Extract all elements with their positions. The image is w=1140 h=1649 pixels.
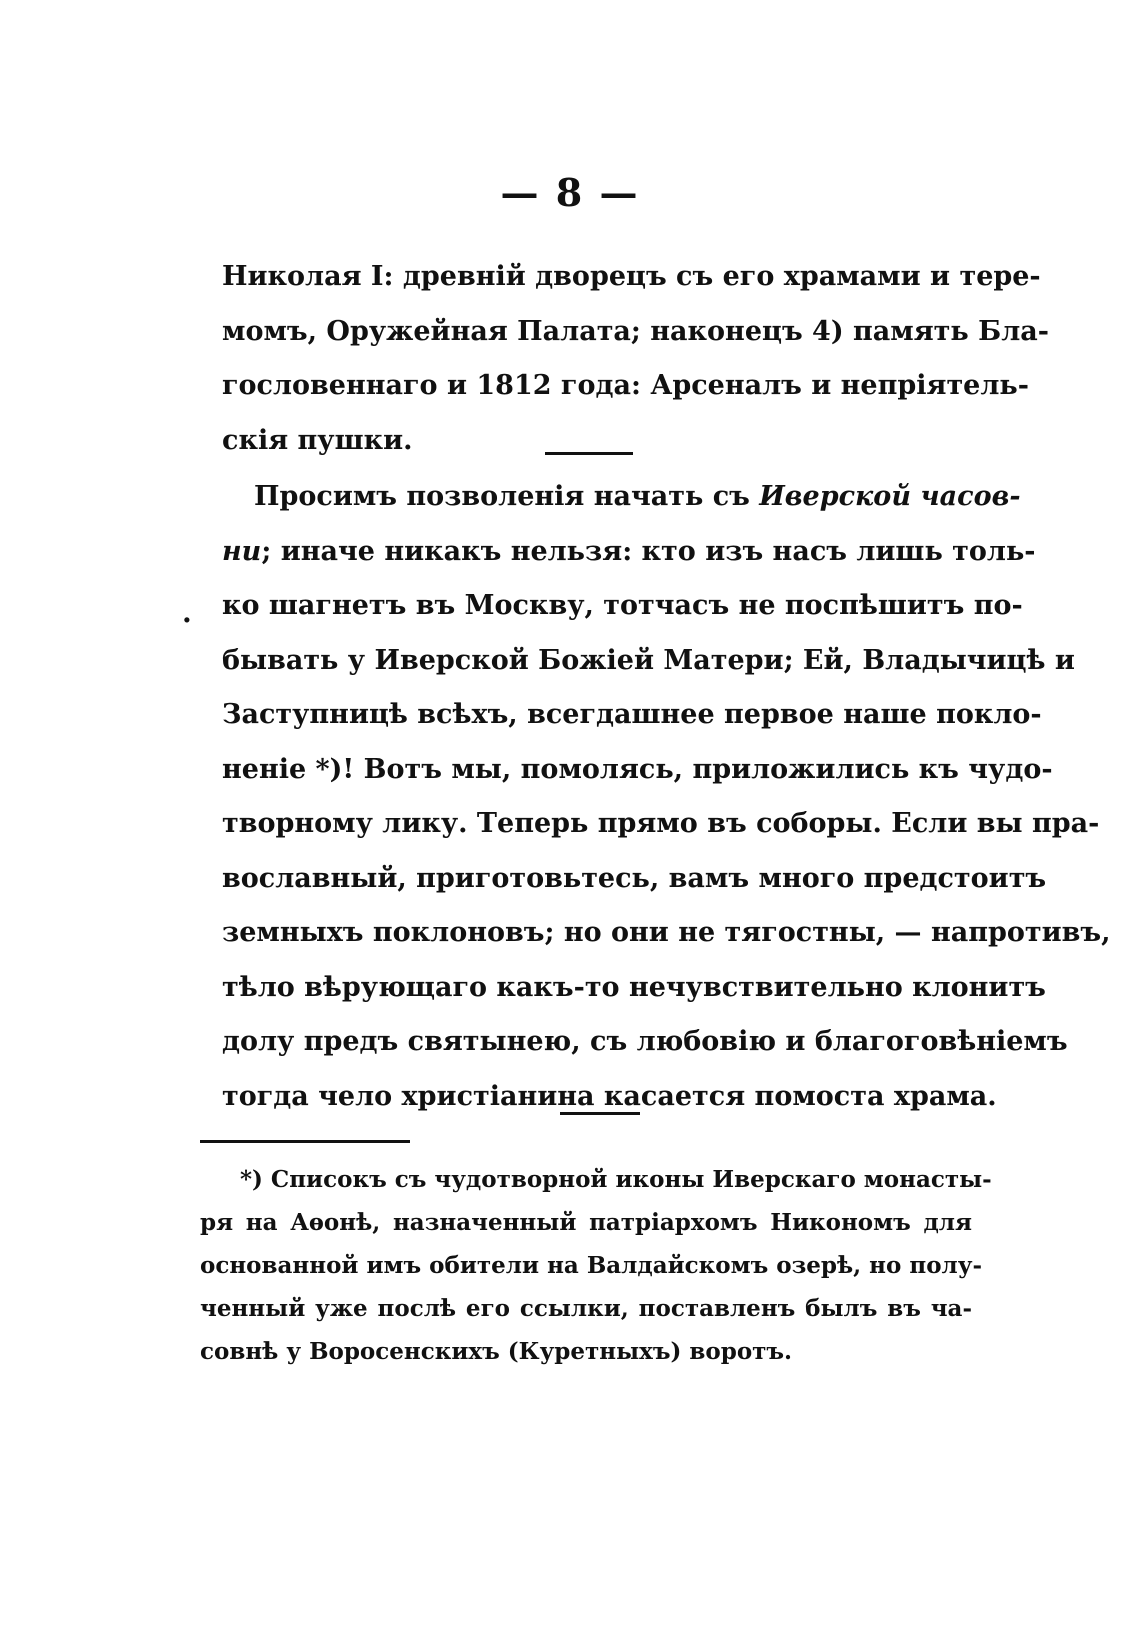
text-line: бывать у Иверской Божіей Матери; Ей, Владычицѣ и [222,644,1075,676]
text-line [222,470,1021,525]
text-line: Николая I: древній дворецъ съ его храмами и тере- [222,261,1041,292]
text-line: тѣло вѣрующаго какъ-то нечувствительно клонитъ [222,971,1046,1003]
text-line: ко шагнетъ въ Москву, тотчасъ не поспѣшитъ по- [222,590,1023,621]
footnote-rule [200,1140,410,1143]
footnote-line: совнѣ у Воросенскихъ (Куретныхъ) воротъ. [200,1338,793,1365]
text-line: Заступницѣ всѣхъ, всегдашнее первое наше покло- [222,699,1042,730]
footnote-line: ря на Аѳонѣ, назначенный патріархомъ Никономъ для [200,1209,972,1236]
paragraph-2 [222,470,1111,1124]
text-run: ; иначе никакъ нельзя: кто изъ насъ лишь толь- [261,535,1036,567]
footnote-line: основанной имъ обители на Валдайскомъ озерѣ, но полу- [200,1252,983,1279]
stray-print-mark: . [182,596,192,629]
italic-title-run: Иверской часов- [759,481,1021,512]
text-line: творному лику. Теперь прямо въ соборы. Если вы пра- [222,808,1100,839]
section-divider [545,452,633,455]
section-divider [560,1112,640,1115]
footnote [200,1158,992,1373]
italic-title-run: ни [222,535,262,567]
text-line: тогда чело христіанина касается помоста храма. [222,1080,997,1112]
text-line: вославный, приготовьтесь, вамъ много предстоитъ [222,862,1047,894]
footnote-line: ченный уже послѣ его ссылки, поставленъ былъ въ ча- [200,1295,972,1322]
text-line: неніе *)! Вотъ мы, помолясь, приложились къ чудо- [222,753,1053,785]
text-run: Просимъ позволенія начать съ [254,481,760,512]
footnote-line: *) Списокъ съ чудотворной иконы Иверскаго монасты- [240,1166,992,1193]
text-line [222,525,1036,580]
text-line: земныхъ поклоновъ; но они не тягостны, — напротивъ, [222,917,1111,948]
page-number: — 8 — [500,170,640,215]
paragraph-1 [222,250,1049,468]
text-line: долу предъ святынею, съ любовію и благоговѣніемъ [222,1026,1068,1057]
text-line: скія пушки. [222,424,413,456]
text-line: момъ, Оружейная Палата; наконецъ 4) память Бла- [222,315,1049,347]
text-line: гословеннаго и 1812 года: Арсеналъ и непріятель- [222,370,1029,401]
